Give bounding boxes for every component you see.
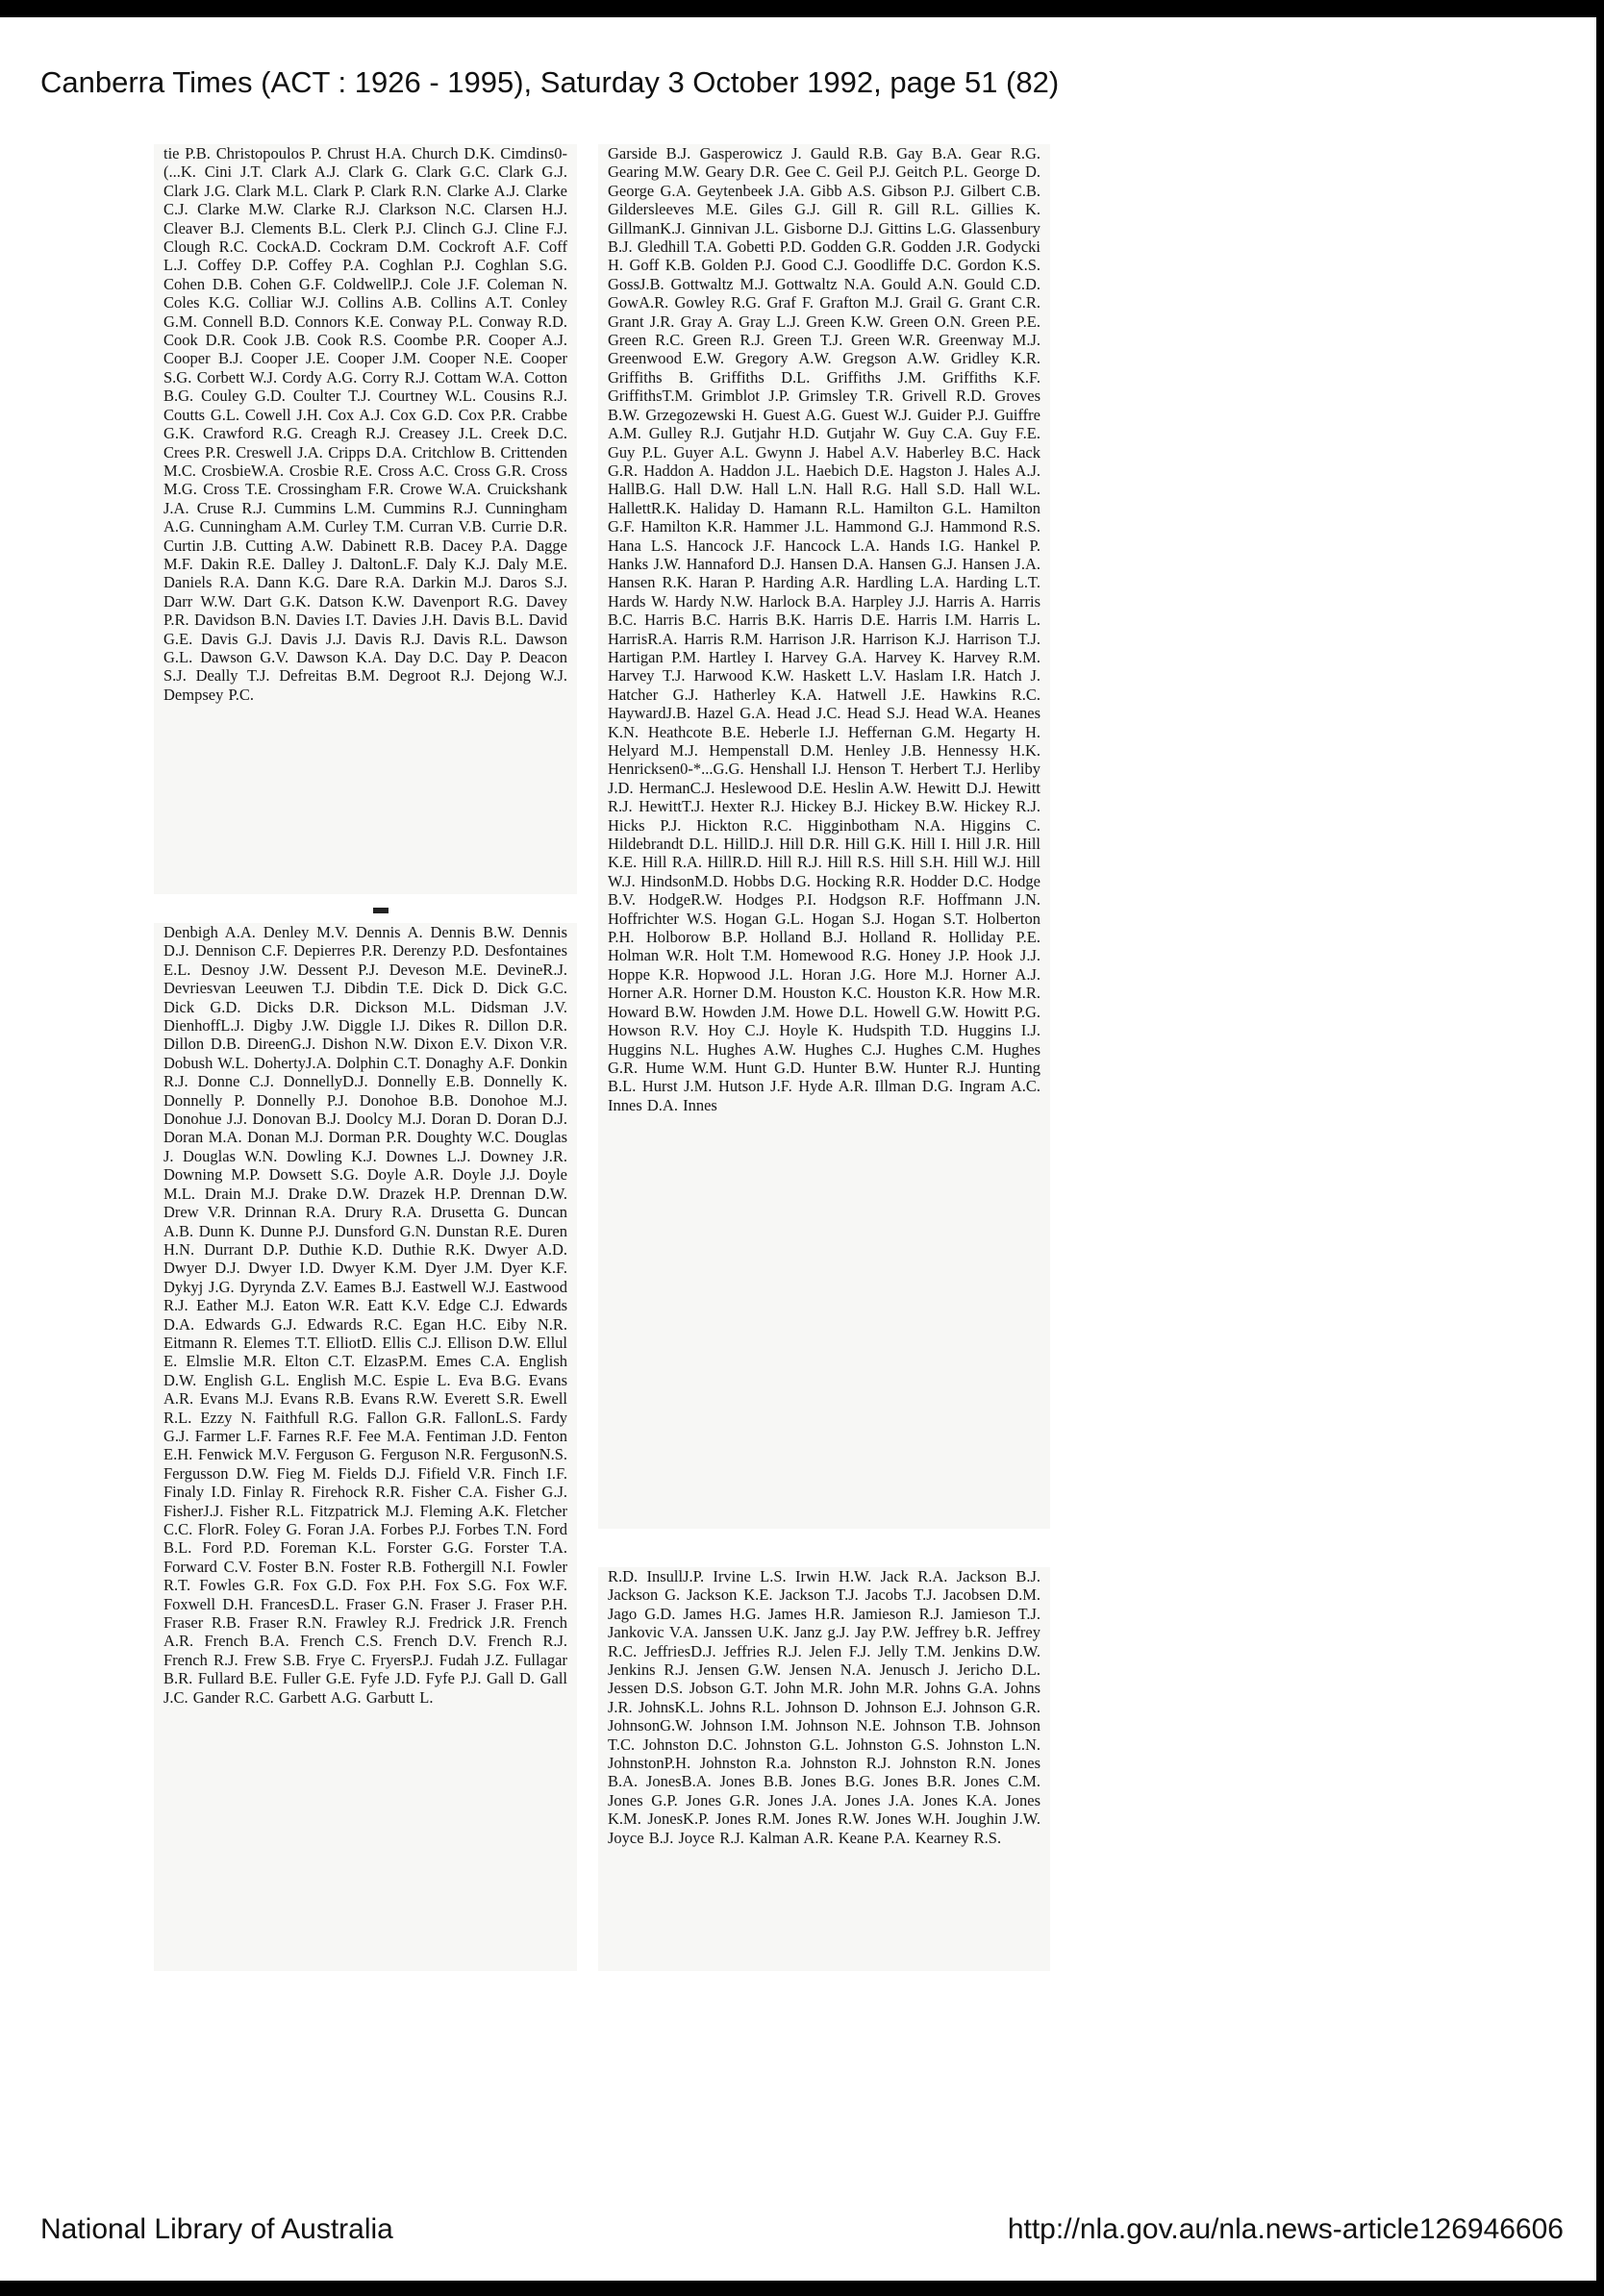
name-list-column-a	[154, 144, 577, 894]
top-border	[0, 0, 1604, 17]
bottom-border	[0, 2281, 1604, 2296]
name-list-text: Garside B.J. Gasperowicz J. Gauld R.B. Gay B.A. Gear R.G. Gearing M.W. Geary D.R. Gee C. Geil P.J. Geitch P.L. George D. George G.A. Geytenbeek J.A. Gibb A.S. Gibson P.J. Gilbert C.B. Gildersleeves M.E. Giles G.J. Gill R. Gill R.L. Gillies K. GillmanK.J. Ginnivan J.L. Gisborne D.J. Gittins L.G. Glassenbury B.J. Gledhill T.A. Gobetti P.D. Godden G.R. Godden J.R. Godycki H. Goff K.B. Golden P.J. Good C.J. Goodliffe D.C. Gordon K.S. GossJ.B. Gottwaltz M.J. Gottwaltz N.A. Gould A.N. Gould C.D. GowA.R. Gowley R.G. Graf F. Grafton M.J. Grail G. Grant C.R. Grant J.R. Gray A. Gray L.J. Green K.W. Green O.N. Green P.E. Green R.C. Green R.J. Green T.J. Green W.R. Greenway M.J. Greenwood E.W. Gregory A.W. Gregson A.W. Gridley K.R. Griffiths B. Griffiths D.L. Griffiths J.M. Griffiths K.F. GriffithsT.M. Grimblot J.P. Grimsley T.R. Grivell R.D. Groves B.W. Grzegozewski H. Guest A.G. Guest W.J. Guider P.J. Guiffre A.M. Gulley R.J. Gutjahr H.D. Gutjahr W. Guy C.A. Guy F.E. Guy P.L. Guyer A.L. Gwynn J. Habel A.V. Haberley B.C. Hack G.R. Haddon A. Haddon J.L. Haebich D.E. Hagston J. Hales A.J. HallB.G. Hall D.W. Hall L.N. Hall R.G. Hall S.D. Hall W.L. HallettR.K. Haliday D. Hamann R.L. Hamilton G.L. Hamilton G.F. Hamilton K.R. Hammer J.L. Hammond G.J. Hammond R.S. Hana L.S. Hancock J.F. Hancock L.A. Hands I.G. Hankel P. Hanks J.W. Hannaford D.J. Hansen D.A. Hansen G.J. Hansen J.A. Hansen R.K. Haran P. Harding A.R. Hardling L.A. Harding L.T. Hards W. Hardy N.W. Harlock B.A. Harpley J.J. Harris A. Harris B.C. Harris B.C. Harris B.K. Harris D.E. Harris I.M. Harris L. HarrisR.A. Harris R.M. Harrison J.R. Harrison K.J. Harrison T.J. Hartigan P.M. Hartley I. Harvey G.A. Harvey K. Harvey R.M. Harvey T.J. Harwood K.W. Haskett L.V. Haslam I.R. Hatch J. Hatcher G.J. Hatherley K.A. Hatwell J.E. Hawkins R.C. HaywardJ.B. Hazel G.A. Head J.C. Head S.J. Head W.A. Heanes K.N. Heathcote B.E. Heberle I.J. Heffernan G.M. Hegarty H. Helyard M.J. Hempenstall D.M. Henley J.B. Hennessy H.K. Henricksen0-*...G.G. Henshall I.J. Henson T. Herbert T.J. Herliby J.D. HermanC.J. Heslewood D.E. Heslin A.W. Hewitt D.J. Hewitt R.J. HewittT.J. Hexter R.J. Hickey B.J. Hickey B.W. Hickey R.J. Hicks P.J. Hickton R.C. Higginbotham N.A. Higgins C. Hildebrandt D.L. HillD.J. Hill D.R. Hill G.K. Hill I. Hill J.R. Hill K.E. Hill R.A. HillR.D. Hill R.J. Hill R.S. Hill S.H. Hill W.J. Hill W.J. HindsonM.D. Hobbs D.G. Hocking R.R. Hodder D.C. Hodge B.V. HodgeR.W. Hodges P.I. Hodgson R.F. Hoffmann J.N. Hoffrichter W.S. Hogan G.L. Hogan S.J. Hogan S.T. Holberton P.H. Holborow B.P. Holland B.J. Holland R. Holliday P.E. Holman W.R. Holt T.M. Homewood R.G. Honey J.P. Hook J.J. Hoppe K.R. Hopwood J.L. Horan J.G. Hore M.J. Horner A.J. Horner A.R. Horner D.M. Houston K.C. Houston K.R. How M.R. Howard B.W. Howden J.M. Howe D.L. Howell G.W. Howitt P.G. Howson R.V. Hoy C.J. Hoyle K. Hudspith T.D. Huggins I.J. Huggins N.L. Hughes A.W. Hughes C.J. Hughes C.M. Hughes G.R. Hume W.M. Hunt G.D. Hunter B.W. Hunter R.J. Hunting B.L. Hurst J.M. Hutson J.F. Hyde A.R. Illman D.G. Ingram A.C. Innes D.A. Innes	[608, 144, 1040, 1114]
page-title: Canberra Times (ACT : 1926 - 1995), Saturday 3 October 1992, page 51 (82)	[40, 65, 1060, 99]
library-credit: National Library of Australia	[40, 2213, 393, 2245]
section-separator-mark	[373, 908, 388, 913]
name-list-text: tie P.B. Christopoulos P. Chrust H.A. Church D.K. Cimdins0-(...K. Cini J.T. Clark A.J. Clark G. Clark G.C. Clark G.J. Clark J.G. Clark M.L. Clark P. Clark R.N. Clarke A.J. Clarke C.J. Clarke M.W. Clarke R.J. Clarkson N.C. Clarsen H.J. Cleaver B.J. Clements B.L. Clerk P.J. Clinch G.J. Cline F.J. Clough R.C. CockA.D. Cockram D.M. Cockroft A.F. Coff L.J. Coffey D.P. Coffey P.A. Coghlan P.J. Coghlan S.G. Cohen D.B. Cohen G.F. ColdwellP.J. Cole J.F. Coleman N. Coles K.G. Colliar W.J. Collins A.B. Collins A.T. Conley G.M. Connell B.D. Connors K.E. Conway P.L. Conway R.D. Cook D.R. Cook J.B. Cook R.S. Coombe P.R. Cooper A.J. Cooper B.J. Cooper J.E. Cooper J.M. Cooper N.E. Cooper S.G. Corbett W.J. Cordy A.G. Corry R.J. Cottam W.A. Cotton B.G. Couley G.D. Coulter T.J. Courtney W.L. Cousins R.J. Coutts G.L. Cowell J.H. Cox A.J. Cox G.D. Cox P.R. Crabbe G.K. Crawford R.G. Creagh R.J. Creasey J.L. Creek D.C. Crees P.R. Creswell J.A. Cripps D.A. Critchlow B. Crittenden M.C. CrosbieW.A. Crosbie R.E. Cross A.C. Cross G.R. Cross M.G. Cross T.E. Crossingham F.R. Crowe W.A. Cruickshank J.A. Cruse R.J. Cummins L.M. Cummins R.J. Cunningham A.G. Cunningham A.M. Curley T.M. Curran V.B. Currie D.R. Curtin J.B. Cutting A.W. Dabinett R.B. Dacey P.A. Dagge M.F. Dakin R.E. Dalley J. DaltonL.F. Daly K.J. Daly M.E. Daniels R.A. Dann K.G. Dare R.A. Darkin M.J. Daros S.J. Darr W.W. Dart G.K. Datson K.W. Davenport R.G. Davey P.R. Davidson B.N. Davies I.T. Davies J.H. Davis B.L. David G.E. Davis G.J. Davis J.J. Davis R.J. Davis R.L. Dawson G.L. Dawson G.V. Dawson K.A. Day D.C. Day P. Deacon S.J. Deally T.J. Defreitas B.M. Degroot R.J. Dejong W.J. Dempsey P.C.	[163, 144, 567, 704]
article-url-link[interactable]: http://nla.gov.au/nla.news-article126946606	[1007, 2213, 1564, 2245]
name-list-column-b	[154, 923, 577, 1971]
right-border	[1596, 0, 1604, 2296]
name-list-text: R.D. InsullJ.P. Irvine L.S. Irwin H.W. Jack R.A. Jackson B.J. Jackson G. Jackson K.E. Jackson T.J. Jacobs T.J. Jacobsen D.M. Jago G.D. James H.G. James H.R. Jamieson R.J. Jamieson T.J. Jankovic V.A. Janssen U.K. Janz g.J. Jay P.W. Jeffrey b.R. Jeffrey R.C. JeffriesD.J. Jeffries R.J. Jelen F.J. Jelly T.M. Jenkins D.W. Jenkins R.J. Jensen G.W. Jensen N.A. Jenusch J. Jericho D.L. Jessen D.S. Jobson G.T. John M.R. John M.R. Johns G.A. Johns J.R. JohnsK.L. Johns R.L. Johnson D. Johnson E.J. Johnson G.R. JohnsonG.W. Johnson I.M. Johnson N.E. Johnson T.B. Johnson T.C. Johnston D.C. Johnston G.L. Johnston G.S. Johnston L.N. JohnstonP.H. Johnston R.a. Johnston R.J. Johnston R.N. Jones B.A. JonesB.A. Jones B.B. Jones B.G. Jones B.R. Jones C.M. Jones G.P. Jones G.R. Jones J.A. Jones J.A. Jones K.A. Jones K.M. JonesK.P. Jones R.M. Jones R.W. Jones W.H. Joughin J.W. Joyce B.J. Joyce R.J. Kalman A.R. Keane P.A. Kearney R.S.	[608, 1567, 1040, 1847]
name-list-column-d	[598, 1567, 1050, 1971]
name-list-text: Denbigh A.A. Denley M.V. Dennis A. Dennis B.W. Dennis D.J. Dennison C.F. Depierres P.R. Derenzy P.D. Desfontaines E.L. Desnoy J.W. Dessent P.J. Deveson M.E. DevineR.J. Devriesvan Leeuwen T.J. Dibdin T.E. Dick D. Dick G.C. Dick G.D. Dicks D.R. Dickson M.L. Didsman J.V. DienhoffL.J. Digby J.W. Diggle I.J. Dikes R. Dillon D.R. Dillon D.B. DireenG.J. Dishon N.W. Dixon E.V. Dixon V.R. Dobush W.L. DohertyJ.A. Dolphin C.T. Donaghy A.F. Donkin R.J. Donne C.J. DonnellyD.J. Donnelly E.B. Donnelly K. Donnelly P. Donnelly P.J. Donohoe B.B. Donohoe M.J. Donohue J.J. Donovan B.J. Doolcy M.J. Doran D. Doran D.J. Doran M.A. Donan M.J. Dorman P.R. Doughty W.C. Douglas J. Douglas W.N. Dowling K.J. Downes L.J. Downey J.R. Downing M.P. Dowsett S.G. Doyle A.R. Doyle J.J. Doyle M.L. Drain M.J. Drake D.W. Drazek H.P. Drennan D.W. Drew V.R. Drinnan R.A. Drury R.A. Drusetta G. Duncan A.B. Dunn K. Dunne P.J. Dunsford G.N. Dunstan R.E. Duren H.N. Durrant D.P. Duthie K.D. Duthie R.K. Dwyer A.D. Dwyer D.J. Dwyer I.D. Dwyer K.M. Dyer J.M. Dyer K.F. Dykyj J.G. Dyrynda Z.V. Eames B.J. Eastwell W.J. Eastwood R.J. Eather M.J. Eaton W.R. Eatt K.V. Edge C.J. Edwards D.A. Edwards G.J. Edwards R.C. Egan H.C. Eiby N.R. Eitmann R. Elemes T.T. ElliotD. Ellis C.J. Ellison D.W. Ellul E. Elmslie M.R. Elton C.T. ElzasP.M. Emes C.A. English D.W. English G.L. English M.C. Espie L. Eva B.G. Evans A.R. Evans M.J. Evans R.B. Evans R.W. Everett S.R. Ewell R.L. Ezzy N. Faithfull R.G. Fallon G.R. FallonL.S. Fardy G.J. Farmer L.F. Farnes R.F. Fee M.A. Fentiman J.D. Fenton E.H. Fenwick M.V. Ferguson G. Ferguson N.R. FergusonN.S. Fergusson D.W. Fieg M. Fields D.J. Fifield V.R. Finch I.F. Finaly I.D. Finlay R. Firehock R.R. Fisher C.A. Fisher G.J. FisherJ.J. Fisher R.L. Fitzpatrick M.J. Fleming A.K. Fletcher C.C. FlorR. Foley G. Foran J.A. Forbes P.J. Forbes T.N. Ford B.L. Ford P.D. Foreman K.L. Forster G.G. Forster T.A. Forward C.V. Foster B.N. Foster R.B. Fothergill N.I. Fowler R.T. Fowles G.R. Fox G.D. Fox P.H. Fox S.G. Fox W.F. Foxwell D.H. FrancesD.L. Fraser G.N. Fraser J. Fraser P.H. Fraser R.B. Fraser R.N. Frawley R.J. Fredrick J.R. French A.R. French B.A. French C.S. French D.V. French R.J. French R.J. Frew S.B. Frye C. FryersP.J. Fudah J.Z. Fullagar B.R. Fullard B.E. Fuller G.E. Fyfe J.D. Fyfe P.J. Gall D. Gall J.C. Gander R.C. Garbett A.G. Garbutt L.	[163, 923, 567, 1707]
name-list-column-c	[598, 144, 1050, 1529]
